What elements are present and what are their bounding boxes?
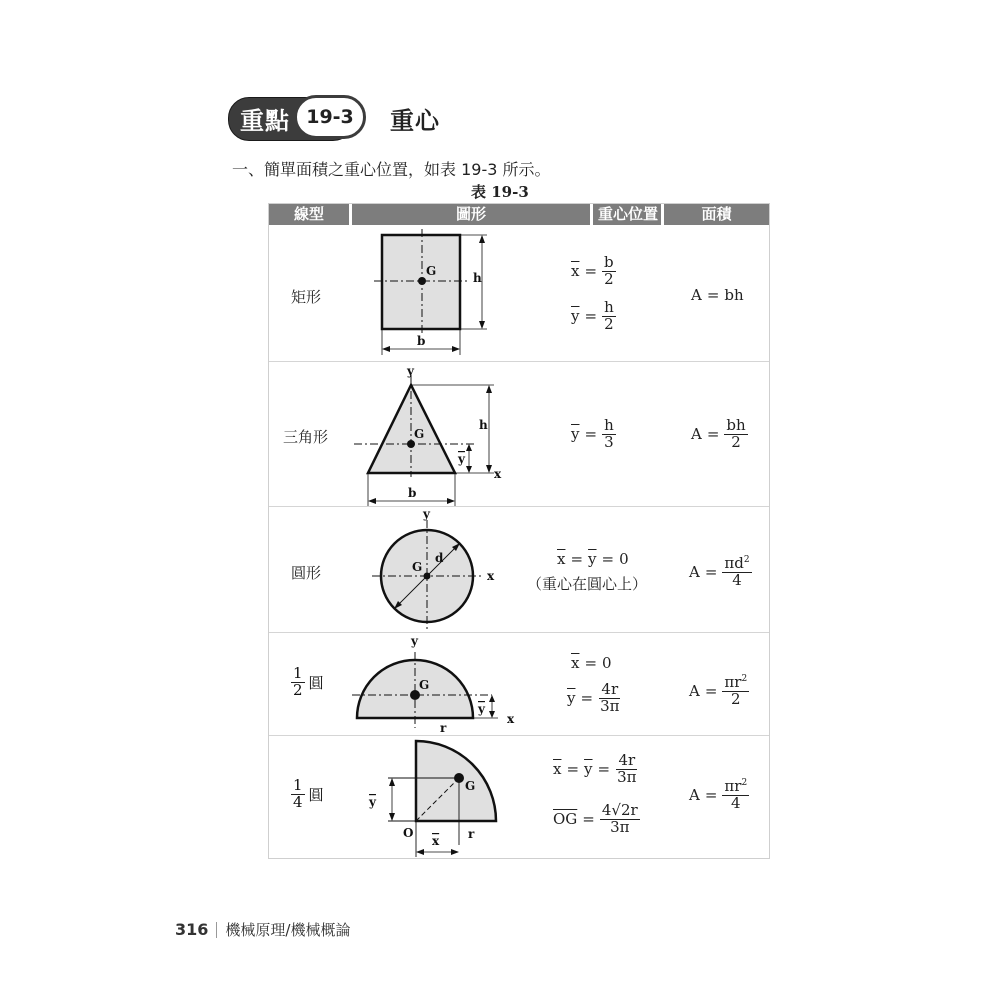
table-header [269,204,769,225]
circle-centroid-formula: $\overline{x}$ = $\overline{y}$ = 0 [557,550,629,568]
centroid-table [268,203,770,859]
section-badge [228,95,352,141]
quarter-centroid-formula: $\overline{x}$ = $\overline{y}$ = $\frac{4r}{3\pi}$ [553,751,637,786]
tri-ybar-formula: $\overline{y}$ = $\frac{h}{3}$ [571,416,614,451]
quarter-r-label: r [468,827,475,841]
section-title: 重心 [390,106,440,135]
book-title: 機械原理/機械概論 [225,921,351,939]
header-centroid: 重心位置 [597,205,658,223]
semi-x-axis: x [507,712,515,726]
section-heading [228,95,440,141]
row-label: 三角形 [283,428,329,446]
semi-y-axis: y [411,634,418,648]
header-figure: 圖形 [455,205,486,223]
header-area: 面積 [701,205,732,223]
semi-xbar-formula: $\overline{x}$ = 0 [571,654,612,672]
quarter-o-label: O [403,826,414,840]
section-prefix: 重點 [240,107,290,135]
tri-h-label: h [479,418,488,432]
semi-r-label: r [440,721,447,735]
quarter-ybar-label: y [369,795,376,809]
semicircle-figure [352,632,590,735]
rectangle-figure [352,225,590,361]
tri-x-axis: x [494,467,502,481]
quarter-og-formula: $\overline{OG}$ = $\frac{4√2r}{3\pi}$ [553,801,638,836]
rect-xbar-formula: $\overline{x}$ = $\frac{b}{2}$ [571,253,614,288]
rect-g-label: G [426,264,437,278]
rect-ybar-formula: $\overline{y}$ = $\frac{h}{2}$ [571,298,614,333]
row-label: 1 2 圓 [293,664,324,699]
table-row-circle [269,506,769,633]
table-row-triangle [269,361,769,507]
rect-area-formula: A = bh [691,286,744,304]
table-row-quarter-circle [269,735,769,858]
table-row-rectangle [269,225,769,362]
table-caption: 表 19-3 [471,183,529,201]
tri-area-formula: A = $\frac{bh}{2}$ [691,416,746,451]
circle-d-label: d [435,551,444,565]
footer-divider [216,922,217,938]
rect-h-label: h [473,271,482,285]
page-footer [175,919,350,940]
semi-area-formula: A = $\frac{\pi r^2}{2}$ [689,673,748,708]
semi-ybar-label: y [478,702,485,716]
circle-note: （重心在圓心上） [527,575,648,593]
tri-g-label: G [414,427,425,441]
circle-x-axis: x [487,569,495,583]
quarter-xbar-label: x [432,834,440,848]
quarter-g-label: G [465,779,476,793]
circle-g-label: G [412,560,423,574]
circle-y-axis: y [423,507,430,521]
row-label: 1 4 圓 [293,776,324,811]
tri-y-axis: y [407,364,414,378]
page-number: 316 [175,920,209,939]
row-label: 矩形 [291,288,322,306]
section-number: 19-3 [294,95,366,139]
tri-ybar-label: y [458,452,465,466]
semi-g-label: G [419,678,430,692]
header-type: 線型 [293,205,324,223]
table-row-semicircle [269,632,769,736]
circle-area-formula: A = $\frac{\pi d^2}{4}$ [689,554,750,589]
quarter-area-formula: A = $\frac{\pi r^2}{4}$ [689,777,748,812]
rect-b-label: b [417,334,426,348]
row-label: 圓形 [291,564,322,582]
tri-b-label: b [408,486,417,500]
intro-text: 一、簡單面積之重心位置，如表 19-3 所示。 [232,160,551,179]
semi-ybar-formula: $\overline{y}$ = $\frac{4r}{3\pi}$ [567,680,620,715]
triangle-figure [352,361,590,506]
circle-figure [352,506,590,632]
